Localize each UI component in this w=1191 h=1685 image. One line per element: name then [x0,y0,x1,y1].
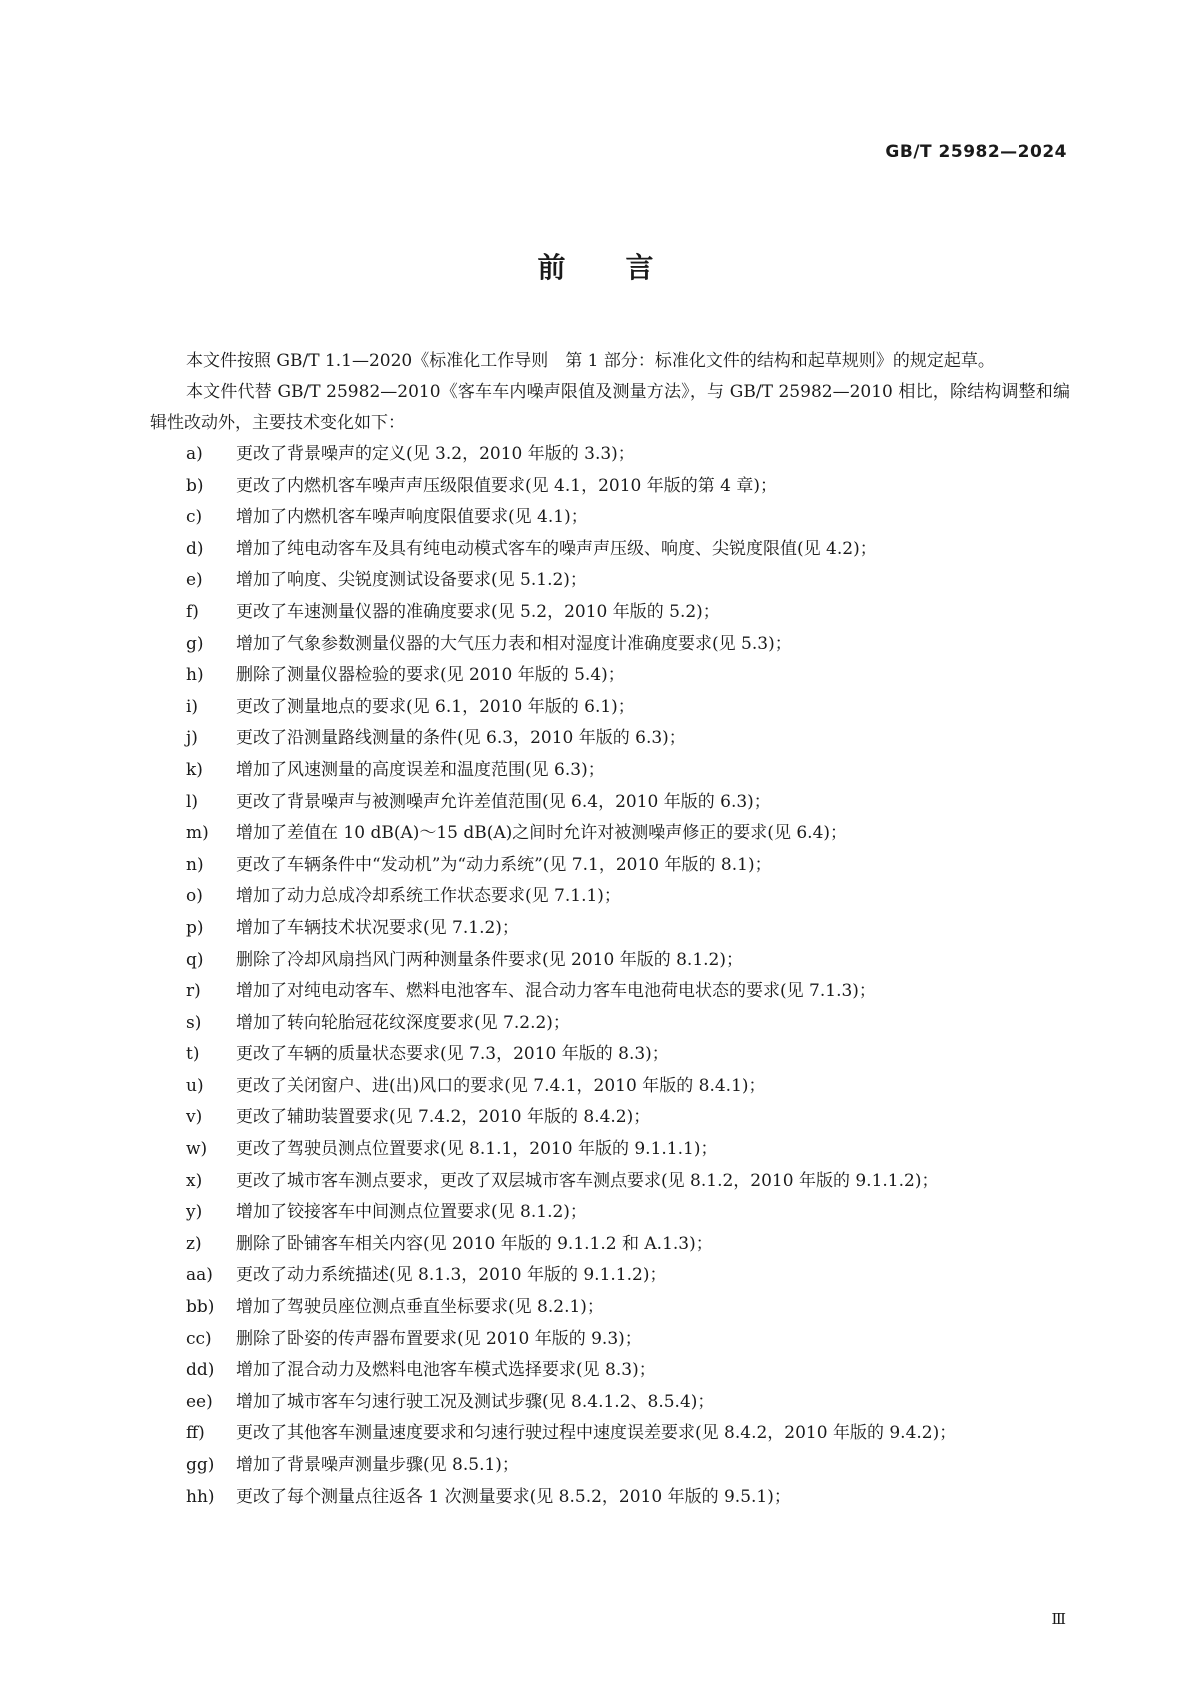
list-item-marker: o) [186,886,203,907]
list-item-marker: s) [186,1012,202,1033]
list-item-marker: g) [186,633,204,654]
list-item [150,471,1070,503]
list-item-text: 增加了混合动力及燃料电池客车模式选择要求(见 8.3)； [236,1360,656,1381]
list-item-text: 增加了铰接客车中间测点位置要求(见 8.1.2)； [236,1202,587,1223]
list-item [150,1102,1070,1134]
list-item-text: 更改了其他客车测量速度要求和匀速行驶过程中速度误差要求(见 8.4.2，2010 年版的 9.4.2)； [236,1423,957,1444]
list-item-marker: x) [186,1170,203,1191]
list-item-text: 增加了对纯电动客车、燃料电池客车、混合动力客车电池荷电状态的要求(见 7.1.3)； [236,981,876,1002]
list-item [150,818,1070,850]
page-number: Ⅲ [1051,1610,1066,1628]
list-item [150,1292,1070,1324]
list-item [150,787,1070,819]
page-title: 前言 [537,251,714,284]
list-item-marker: hh) [186,1486,215,1507]
list-item-marker: d) [186,538,204,559]
list-item-marker: p) [186,917,204,938]
list-item-marker: e) [186,570,203,591]
list-item-text: 删除了冷却风扇挡风门两种测量条件要求(见 2010 年版的 8.1.2)； [236,949,743,970]
list-item-text: 增加了响度、尖锐度测试设备要求(见 5.1.2)； [236,570,587,591]
list-item-text: 更改了每个测量点往返各 1 次测量要求(见 8.5.2，2010 年版的 9.5.1)； [236,1486,791,1507]
list-item-marker: aa) [186,1265,213,1286]
list-item [150,534,1070,566]
list-item-text: 增加了风速测量的高度误差和温度范围(见 6.3)； [236,759,605,780]
list-item-text: 删除了卧铺客车相关内容(见 2010 年版的 9.1.1.2 和 A.1.3)； [236,1233,713,1254]
list-item-marker: cc) [186,1328,212,1349]
list-item-marker: ff) [186,1423,205,1444]
list-item [150,502,1070,534]
list-item [150,1324,1070,1356]
list-item-marker: u) [186,1075,204,1096]
list-item-text: 更改了动力系统描述(见 8.1.3，2010 年版的 9.1.1.2)； [236,1265,667,1286]
list-item [150,1197,1070,1229]
list-item [150,1071,1070,1103]
list-item [150,692,1070,724]
list-item-text: 增加了城市客车匀速行驶工况及测试步骤(见 8.4.1.2、8.5.4)； [236,1391,715,1412]
list-item-text: 更改了测量地点的要求(见 6.1，2010 年版的 6.1)； [236,696,635,717]
list-item [150,1166,1070,1198]
list-item-text: 更改了背景噪声的定义(见 3.2，2010 年版的 3.3)； [236,444,635,464]
list-item-marker: y) [186,1202,203,1223]
list-item-text: 更改了辅助装置要求(见 7.4.2，2010 年版的 8.4.2)； [236,1107,651,1128]
list-item-text: 更改了驾驶员测点位置要求(见 8.1.1，2010 年版的 9.1.1.1)； [236,1139,718,1160]
list-item-text: 更改了车辆的质量状态要求(见 7.3，2010 年版的 8.3)； [236,1044,669,1065]
list-item-text: 更改了车辆条件中“发动机”为“动力系统”(见 7.1，2010 年版的 8.1)； [236,854,772,875]
list-item-text: 增加了差值在 10 dB(A)～15 dB(A)之间时允许对被测噪声修正的要求(见 6.4)； [236,823,848,844]
list-item [150,1387,1070,1419]
paragraph-drafting-rules: 本文件按照 GB/T 1.1—2020《标准化工作导则 第 1 部分：标准化文件的结构和起草规则》的规定起草。 [186,351,995,371]
list-item-marker: n) [186,854,204,875]
list-item [150,1482,1070,1514]
list-item-marker: v) [186,1107,203,1128]
list-item-text: 增加了纯电动客车及具有纯电动模式客车的噪声声压级、响度、尖锐度限值(见 4.2)； [236,538,877,559]
paragraph-replacement-statement: 本文件代替 GB/T 25982—2010《客车车内噪声限值及测量方法》，与 GB/T 25982—2010 相比，除结构调整和编辑性改动外，主要技术变化如下： [150,382,1070,433]
list-item-marker: k) [186,759,203,780]
list-item [150,1008,1070,1040]
list-item-marker: bb) [186,1297,215,1318]
standard-code: GB/T 25982—2024 [885,142,1067,162]
list-item-marker: a) [186,444,203,464]
change-list [150,439,1070,1513]
list-item-marker: z) [186,1233,202,1254]
list-item [150,755,1070,787]
list-item-text: 更改了内燃机客车噪声声压级限值要求(见 4.1，2010 年版的第 4 章)； [236,475,777,496]
list-item-text: 增加了车辆技术状况要求(见 7.1.2)； [236,917,519,938]
list-item [150,850,1070,882]
list-item [150,1355,1070,1387]
list-item-marker: gg) [186,1455,215,1475]
list-item-marker: i) [186,696,199,717]
list-item [150,660,1070,692]
list-item-marker: dd) [186,1360,215,1381]
list-item-marker: j) [186,728,198,749]
list-item [150,945,1070,977]
document-body [150,346,1070,1513]
list-item-text: 增加了动力总成冷却系统工作状态要求(见 7.1.1)； [236,886,621,907]
list-item [150,1229,1070,1261]
list-item-marker: ee) [186,1391,213,1412]
list-item [150,1039,1070,1071]
list-item-text: 增加了气象参数测量仪器的大气压力表和相对湿度计准确度要求(见 5.3)； [236,633,792,654]
list-item [150,881,1070,913]
list-item-marker: c) [186,507,203,528]
list-item [150,629,1070,661]
list-item [150,565,1070,597]
list-item [150,976,1070,1008]
list-item-marker: h) [186,665,204,686]
list-item-marker: r) [186,981,201,1002]
list-item-marker: b) [186,475,204,496]
list-item-text: 更改了车速测量仪器的准确度要求(见 5.2，2010 年版的 5.2)； [236,601,720,622]
list-item-text: 更改了沿测量路线测量的条件(见 6.3，2010 年版的 6.3)； [236,728,686,749]
list-item [150,1260,1070,1292]
list-item [150,597,1070,629]
list-item-marker: w) [186,1139,208,1160]
list-item [150,1450,1070,1482]
list-item-text: 更改了关闭窗户、进(出)风口的要求(见 7.4.1，2010 年版的 8.4.1)； [236,1075,766,1096]
list-item-text: 增加了背景噪声测量步骤(见 8.5.1)； [236,1455,519,1475]
list-item [150,1134,1070,1166]
list-item-text: 删除了测量仪器检验的要求(见 2010 年版的 5.4)； [236,665,625,686]
list-item-text: 增加了内燃机客车噪声响度限值要求(见 4.1)； [236,507,588,528]
list-item-text: 删除了卧姿的传声器布置要求(见 2010 年版的 9.3)； [236,1328,642,1349]
list-item-marker: f) [186,601,199,622]
list-item-marker: l) [186,791,199,812]
list-item [150,439,1070,471]
list-item-marker: t) [186,1044,200,1065]
list-item-text: 更改了城市客车测点要求，更改了双层城市客车测点要求(见 8.1.2，2010 年版的 9.1.1.2)； [236,1170,939,1191]
list-item-marker: q) [186,949,204,970]
list-item-text: 更改了背景噪声与被测噪声允许差值范围(见 6.4，2010 年版的 6.3)； [236,791,771,812]
list-item-text: 增加了驾驶员座位测点垂直坐标要求(见 8.2.1)； [236,1297,604,1318]
list-item-marker: m) [186,823,209,844]
list-item [150,723,1070,755]
list-item-text: 增加了转向轮胎冠花纹深度要求(见 7.2.2)； [236,1012,570,1033]
list-item [150,913,1070,945]
list-item [150,1418,1070,1450]
